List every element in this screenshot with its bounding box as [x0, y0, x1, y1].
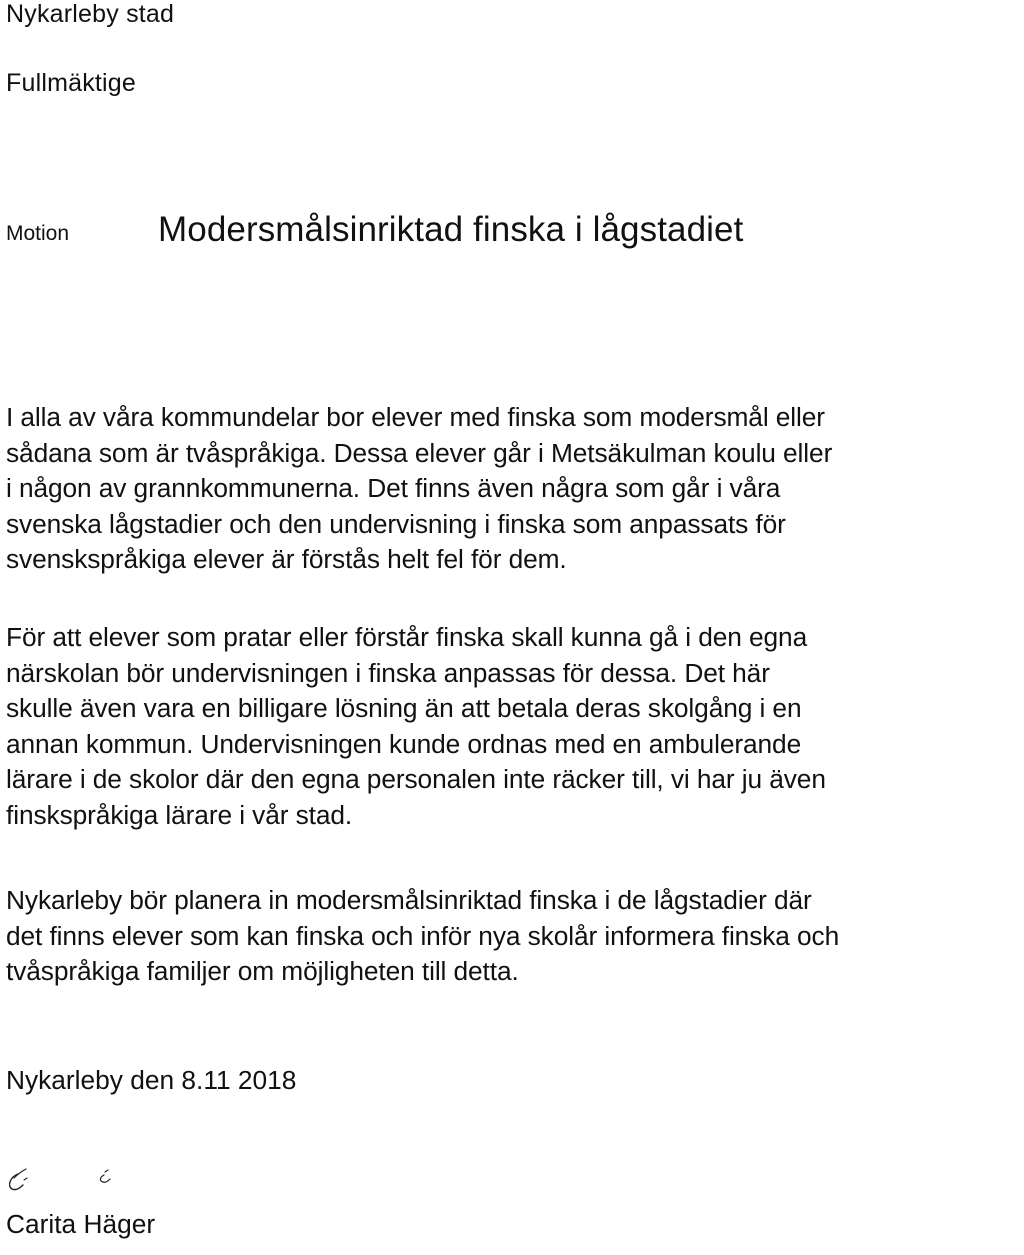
paragraph-line: annan kommun. Undervisningen kunde ordnas med en ambulerande — [6, 728, 802, 759]
handwritten-signature — [4, 1160, 154, 1194]
paragraph-line: sådana som är tvåspråkiga. Dessa elever går i Metsäkulman koulu eller — [6, 437, 833, 468]
paragraph-line: För att elever som pratar eller förstår finska skall kunna gå i den egna — [6, 622, 808, 652]
place-and-date: Nykarleby den 8.11 2018 — [6, 1065, 297, 1095]
paragraph-2 — [6, 620, 826, 833]
council-name: Fullmäktige — [6, 69, 137, 97]
paragraph-line: svenskspråkiga elever är förstås helt fel för dem. — [6, 544, 567, 574]
paragraph-line: närskolan bör undervisningen i finska anpassas för dessa. Det här — [6, 657, 770, 688]
paragraph-line: Nykarleby bör planera in modersmålsinriktad finska i de lågstadier där — [6, 885, 812, 915]
paragraph-line: i någon av grannkommunerna. Det finns även några som går i våra — [6, 473, 781, 503]
document-title: Modersmålsinriktad finska i lågstadiet — [158, 210, 744, 249]
paragraph-1 — [6, 400, 832, 578]
paragraph-3 — [6, 883, 839, 990]
paragraph-line: det finns elever som kan finska och inför nya skolår informera finska och — [6, 920, 840, 951]
paragraph-line: lärare i de skolor där den egna personalen inte räcker till, vi har ju även — [6, 764, 826, 794]
paragraph-line: svenska lågstadier och den undervisning i finska som anpassats för — [6, 508, 786, 539]
paragraph-line: tvåspråkiga familjer om möjligheten till detta. — [6, 956, 519, 986]
paragraph-line: skulle även vara en billigare lösning än att betala deras skolgång i en — [6, 693, 802, 723]
paragraph-line: finskspråkiga lärare i vår stad. — [6, 799, 353, 830]
signer-name: Carita Häger — [6, 1209, 156, 1239]
document-type-label: Motion — [6, 222, 70, 245]
paragraph-line: I alla av våra kommundelar bor elever med finska som modersmål eller — [6, 402, 825, 432]
organization-name: Nykarleby stad — [6, 0, 175, 28]
